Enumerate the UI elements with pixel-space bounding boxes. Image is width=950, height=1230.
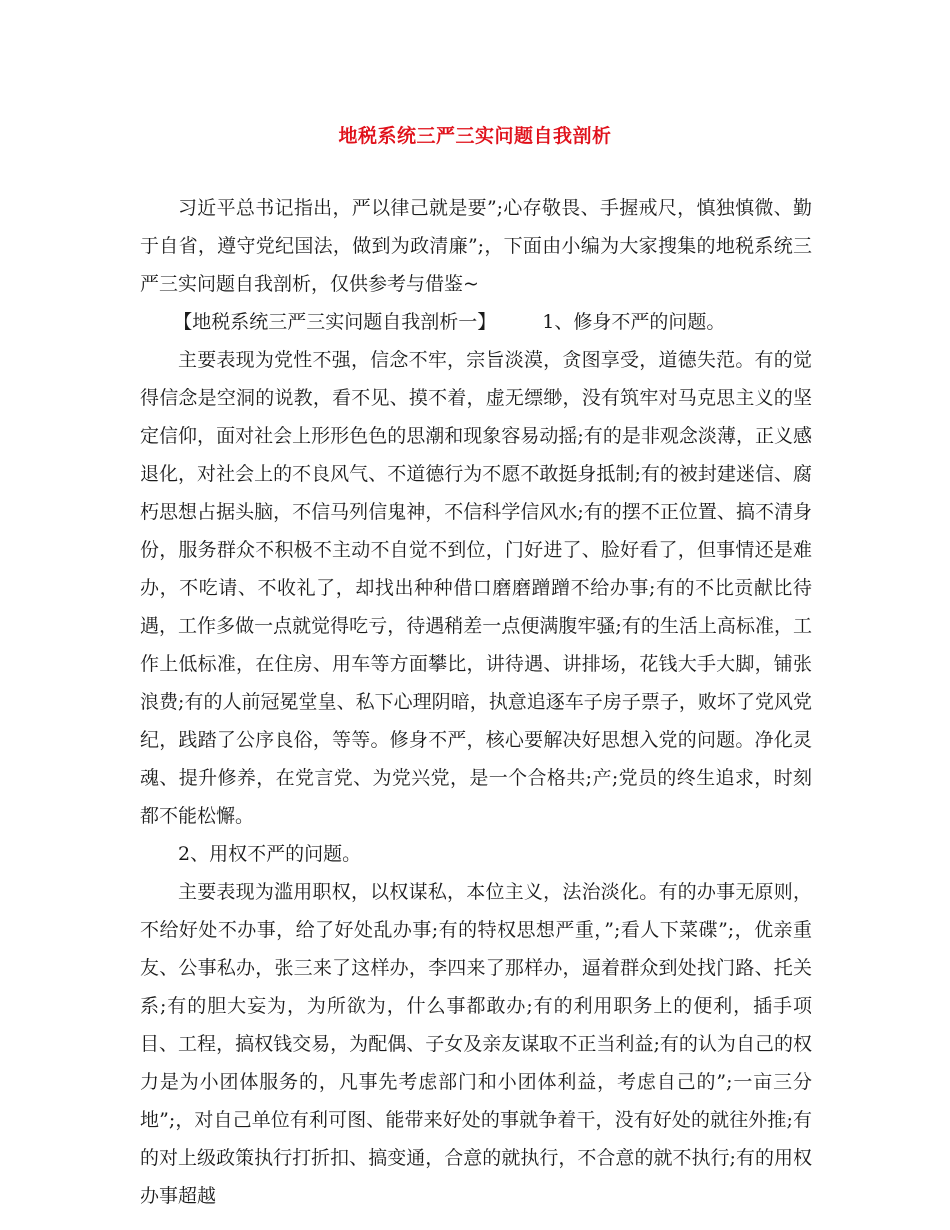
item1-body-paragraph: 主要表现为党性不强，信念不牢，宗旨淡漠，贪图享受，道德失范。有的觉得信念是空洞的说教，看不见、摸不着，虚无缥缈，没有筑牢对马克思主义的坚定信仰，面对社会上形形色色的思潮和现象容易动摇;有的是非观念淡薄，正义感退化，对社会上的不良风气、不道德行为不愿不敢挺身抵制;有的被封建迷信、腐朽思想占据头脑，不信马列信鬼神，不信科学信风水;有的摆不正位置、搞不清身份，服务群众不积极不主动不自觉不到位，门好进了、脸好看了，但事情还是难办，不吃请、不收礼了，却找出种种借口磨磨蹭蹭不给办事;有的不比贡献比待遇，工作多做一点就觉得吃亏，待遇稍差一点便满腹牢骚;有的生活上高标准，工作上低标准，在住房、用车等方面攀比，讲待遇、讲排场，花钱大手大脚，铺张浪费;有的人前冠冕堂皇、私下心理阴暗，执意追逐车子房子票子，败坏了党风党纪，践踏了公序良俗，等等。修身不严，核心要解决好思想入党的问题。净化灵魂、提升修养，在党言党、为党兴党，是一个合格共;产;党员的终生追求，时刻都不能松懈。 xyxy=(140,349,812,827)
item1-title: 1、修身不严的问题。 xyxy=(542,311,726,333)
document-title: 地税系统三严三实问题自我剖析 xyxy=(338,125,612,147)
document-body xyxy=(140,189,812,1215)
section-heading-line xyxy=(140,303,812,341)
section-header: 【地税系统三严三实问题自我剖析一】 xyxy=(173,311,497,333)
item2-title: 2、用权不严的问题。 xyxy=(178,843,362,865)
intro-paragraph: 习近平总书记指出，严以律己就是要”;心存敬畏、手握戒尺，慎独慎微、勤于自省，遵守党纪国法，做到为政清廉”;，下面由小编为大家搜集的地税系统三严三实问题自我剖析，仅供参考与借鉴~ xyxy=(140,197,812,295)
item2-body-paragraph: 主要表现为滥用职权，以权谋私，本位主义，法治淡化。有的办事无原则，不给好处不办事，给了好处乱办事;有的特权思想严重，”;看人下菜碟”;，优亲重友、公事私办，张三来了这样办，李四来了那样办，逼着群众到处找门路、托关系;有的胆大妄为，为所欲为，什么事都敢办;有的利用职务上的便利，插手项目、工程，搞权钱交易，为配偶、子女及亲友谋取不正当利益;有的认为自己的权力是为小团体服务的，凡事先考虑部门和小团体利益，考虑自己的”;一亩三分地”;，对自己单位有利可图、能带来好处的事就争着干，没有好处的就往外推;有的对上级政策执行打折扣、搞变通，合意的就执行，不合意的就不执行;有的用权办事超越 xyxy=(140,881,812,1207)
